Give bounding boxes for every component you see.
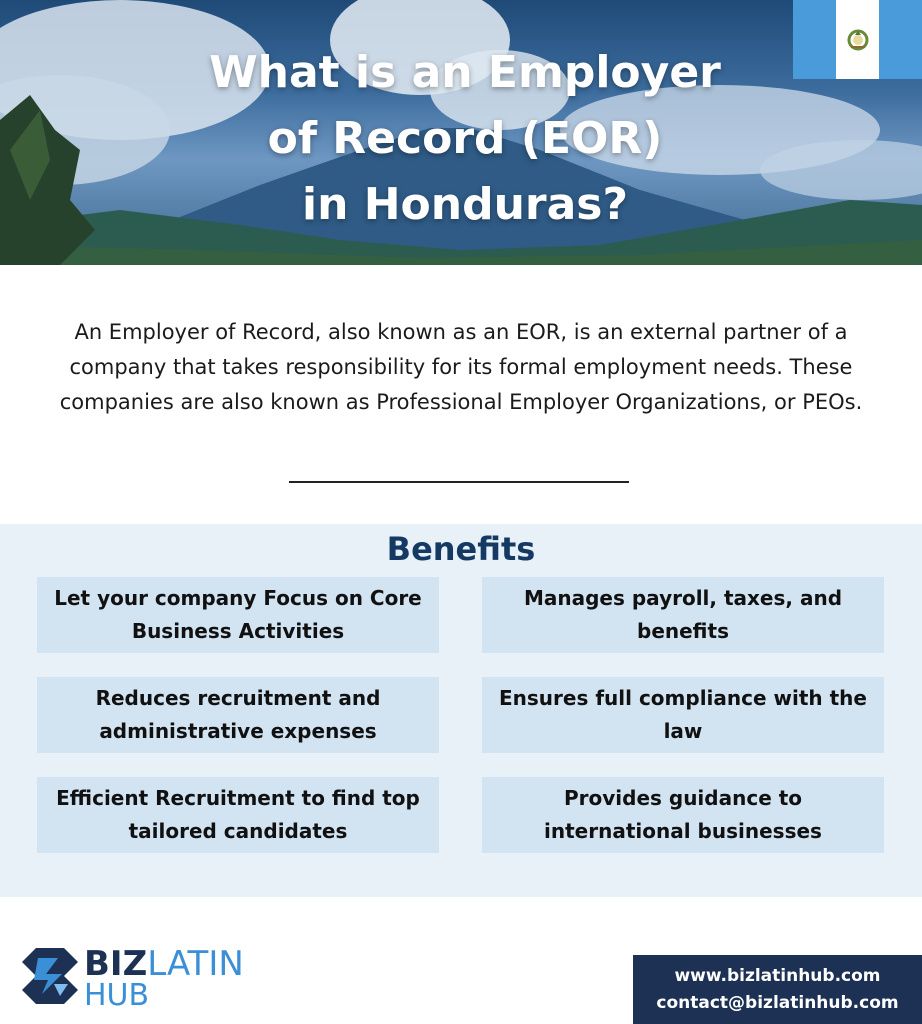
website-link[interactable]: www.bizlatinhub.com <box>674 966 881 986</box>
benefit-text: Efficient Recruitment to find top tailored candidates <box>56 786 420 843</box>
benefit-text: Manages payroll, taxes, and benefits <box>523 586 843 643</box>
honduras-flag-icon <box>793 0 922 79</box>
bizlatinhub-logo-icon <box>18 944 82 1008</box>
page-title <box>140 40 790 238</box>
logo-part-biz: BIZ <box>84 944 148 984</box>
coat-of-arms-icon <box>843 25 873 55</box>
title-line: in Honduras? <box>301 179 629 230</box>
benefit-card <box>482 777 884 853</box>
benefit-text: Ensures full compliance with the law <box>499 686 867 743</box>
email-link[interactable]: contact@bizlatinhub.com <box>656 993 899 1013</box>
logo-part-hub: HUB <box>84 978 150 1013</box>
title-line: of Record (EOR) <box>267 113 663 164</box>
title-line: What is an Employer <box>209 47 721 98</box>
bizlatinhub-logo <box>18 944 258 1014</box>
hero-banner <box>0 0 922 265</box>
flag-stripe <box>793 0 836 79</box>
contact-box <box>633 955 922 1024</box>
benefit-card <box>37 577 439 653</box>
benefits-heading: Benefits <box>386 530 536 568</box>
benefit-card <box>37 677 439 753</box>
benefit-card <box>37 777 439 853</box>
logo-part-latin: LATIN <box>147 944 244 984</box>
logo-wordmark <box>84 946 244 982</box>
intro-paragraph: An Employer of Record, also known as an EOR, is an external partner of a company that takes responsibility for its formal employment needs. These companies are also known as Professional Employer Organizations, or PEOs. <box>59 320 863 414</box>
benefit-text: Let your company Focus on Core Business Activities <box>54 586 422 643</box>
benefit-text: Provides guidance to international businesses <box>544 786 822 843</box>
benefit-card <box>482 577 884 653</box>
benefit-card <box>482 677 884 753</box>
flag-stripe <box>879 0 922 79</box>
benefit-text: Reduces recruitment and administrative expenses <box>95 686 381 743</box>
flag-stripe <box>836 0 879 79</box>
divider-line <box>289 481 629 483</box>
